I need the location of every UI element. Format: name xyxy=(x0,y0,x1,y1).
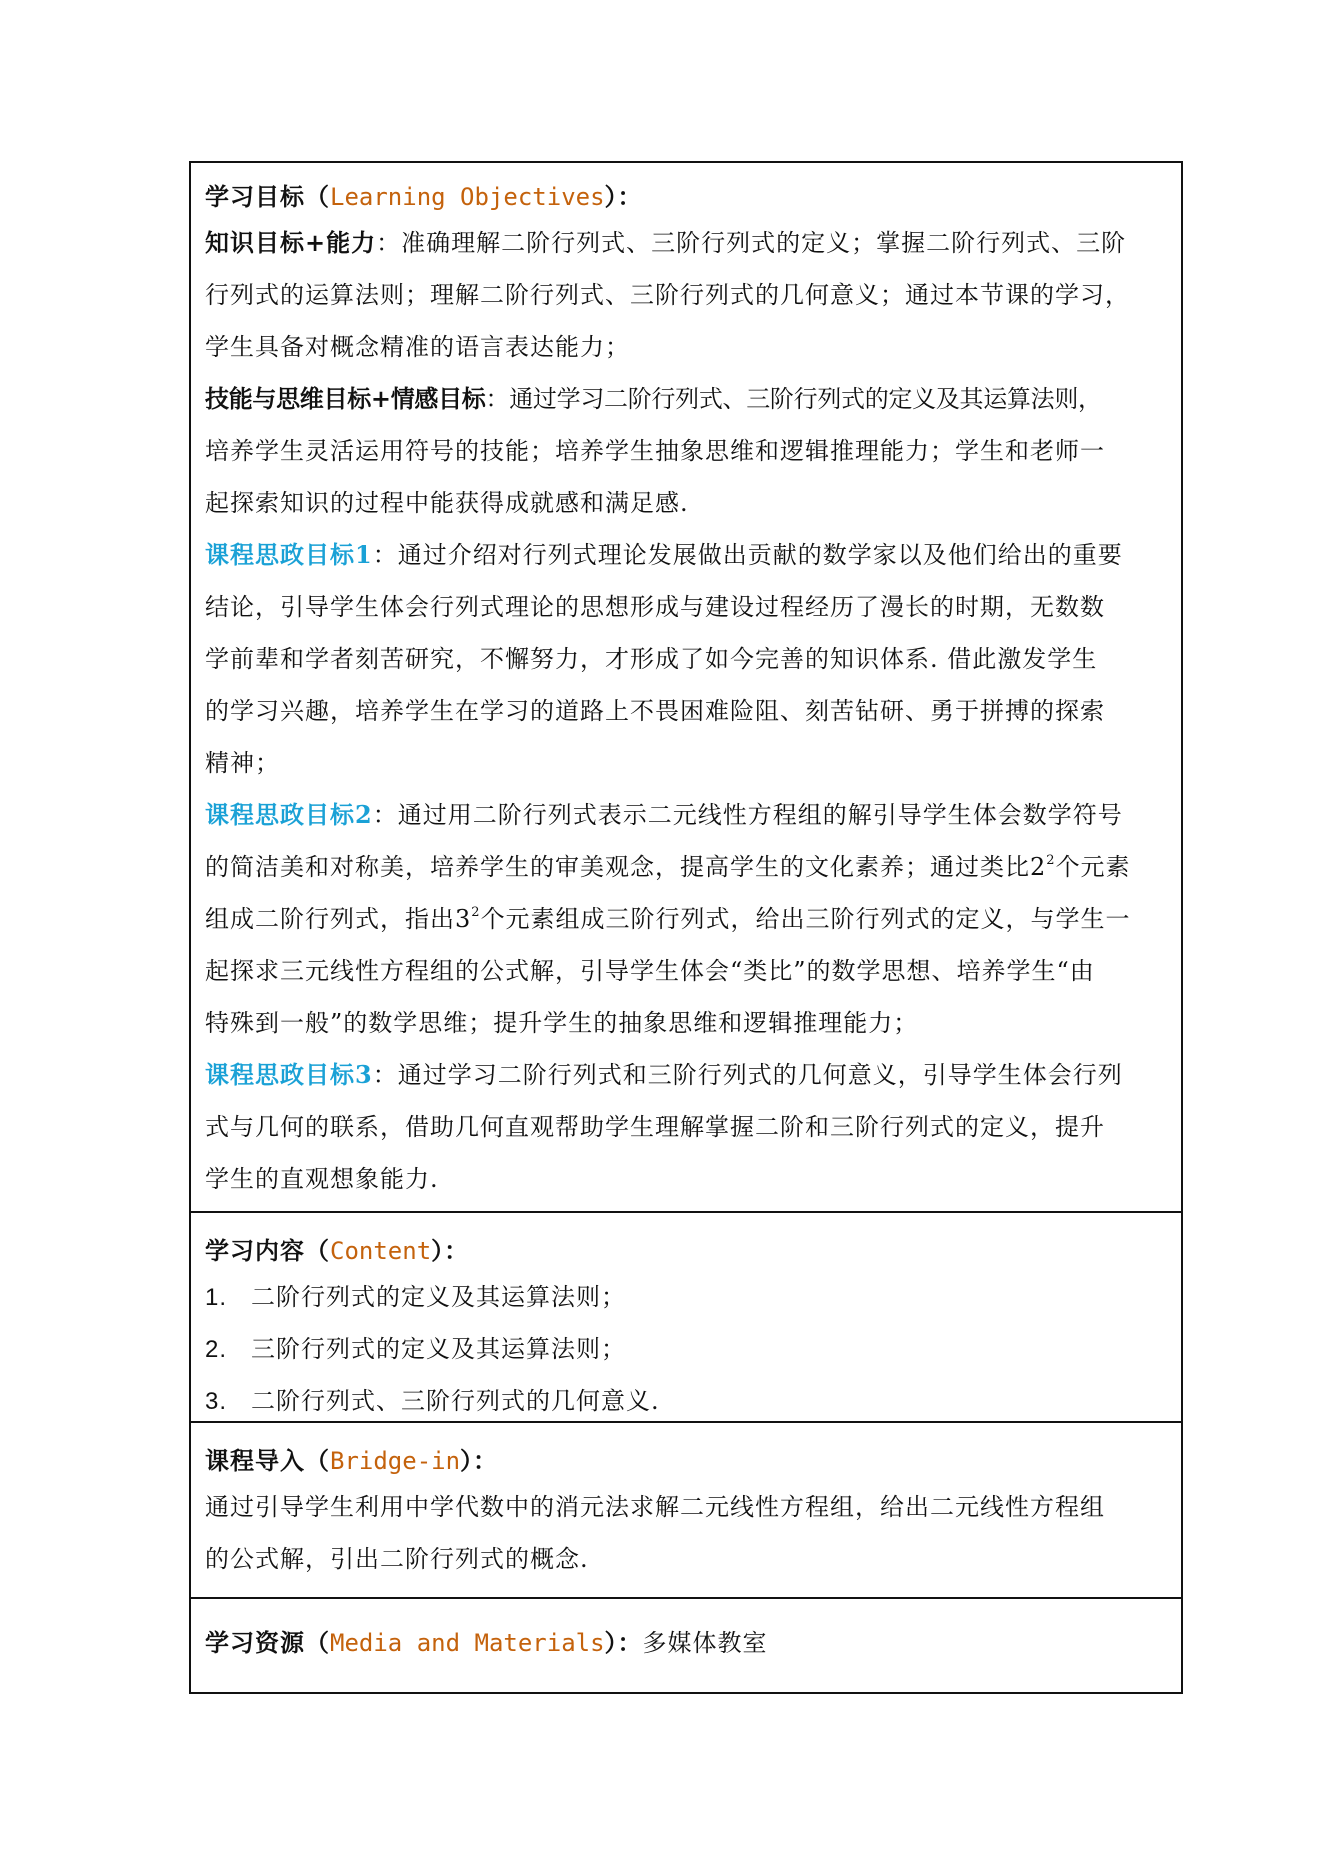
objectives-heading xyxy=(205,177,1167,217)
objectives-heading-zh: 学习目标 xyxy=(205,182,305,211)
superscript: 2 xyxy=(471,905,481,920)
objectives-heading-en: Learning Objectives xyxy=(330,183,605,211)
bridge-cell xyxy=(191,1423,1181,1599)
ideology3-line-1 xyxy=(205,1049,1167,1101)
skills-line-3: 起探索知识的过程中能获得成就感和满足感. xyxy=(205,489,689,517)
ideology3-label: 课程思政目标3 xyxy=(205,1060,373,1089)
heading-close-paren: ）： xyxy=(604,1628,643,1657)
ideology2-line-3-text: 组成二阶行列式，指出3 xyxy=(205,905,472,933)
ideology2-label: 课程思政目标2 xyxy=(205,800,373,829)
knowledge-text: ：准确理解二阶行列式、三阶行列式的定义；掌握二阶行列式、三阶 xyxy=(376,229,1127,257)
heading-close-paren: ）： xyxy=(460,1446,499,1475)
ideology1-line-3: 学前辈和学者刻苦研究，不懈努力，才形成了如今完善的知识体系. 借此激发学生 xyxy=(205,645,1098,673)
list-item xyxy=(205,1271,1167,1323)
resources-heading xyxy=(205,1623,1167,1663)
skills-label: 技能与思维目标+情感目标 xyxy=(205,384,486,413)
heading-open-paren: （ xyxy=(305,1628,330,1657)
resources-cell xyxy=(191,1599,1181,1692)
content-heading-zh: 学习内容 xyxy=(205,1236,305,1265)
ideology3-line-3: 学生的直观想象能力. xyxy=(205,1165,439,1193)
content-cell xyxy=(191,1213,1181,1423)
resources-heading-en: Media and Materials xyxy=(330,1629,605,1657)
skills-text: ：通过学习二阶行列式、三阶行列式的定义及其运算法则， xyxy=(485,385,1102,413)
list-item-text: 二阶行列式、三阶行列式的几何意义. xyxy=(251,1387,660,1415)
ideology2-line-3-tail: 个元素组成三阶行列式，给出三阶行列式的定义，与学生一 xyxy=(480,905,1131,933)
list-item-number: 3. xyxy=(205,1388,228,1415)
ideology1-line-4: 的学习兴趣，培养学生在学习的道路上不畏困难险阻、刻苦钻研、勇于拼搏的探索 xyxy=(205,697,1105,725)
ideology1-line-1 xyxy=(205,529,1167,581)
ideology2-line-2 xyxy=(205,841,1167,893)
ideology3-text: ：通过学习二阶行列式和三阶行列式的几何意义，引导学生体会行列 xyxy=(372,1061,1123,1089)
bridge-line-2: 的公式解，引出二阶行列式的概念. xyxy=(205,1545,589,1573)
list-item-text: 二阶行列式的定义及其运算法则； xyxy=(251,1283,626,1311)
ideology2-line-2-text: 的简洁美和对称美，培养学生的审美观念，提高学生的文化素养；通过类比2 xyxy=(205,853,1047,881)
resources-value: 多媒体教室 xyxy=(642,1629,768,1657)
ideology2-line-5: 特殊到一般”的数学思维；提升学生的抽象思维和逻辑推理能力； xyxy=(205,1009,919,1037)
lesson-plan-table xyxy=(189,161,1183,1694)
ideology1-line-5: 精神； xyxy=(205,749,280,777)
ideology1-line-2: 结论，引导学生体会行列式理论的思想形成与建设过程经历了漫长的时期，无数数 xyxy=(205,593,1105,621)
knowledge-line-2: 行列式的运算法则；理解二阶行列式、三阶行列式的几何意义；通过本节课的学习， xyxy=(205,281,1130,309)
heading-open-paren: （ xyxy=(305,1446,330,1475)
ideology3-line-2: 式与几何的联系，借助几何直观帮助学生理解掌握二阶和三阶行列式的定义，提升 xyxy=(205,1113,1105,1141)
list-item xyxy=(205,1375,1167,1427)
heading-open-paren: （ xyxy=(305,1236,330,1265)
resources-heading-zh: 学习资源 xyxy=(205,1628,305,1657)
heading-close-paren: ）： xyxy=(604,182,643,211)
ideology1-label: 课程思政目标1 xyxy=(205,540,373,569)
superscript: 2 xyxy=(1046,853,1056,868)
skills-line-2: 培养学生灵活运用符号的技能；培养学生抽象思维和逻辑推理能力；学生和老师一 xyxy=(205,437,1105,465)
ideology2-line-4: 起探求三元线性方程组的公式解，引导学生体会“类比”的数学思想、培养学生“由 xyxy=(205,957,1095,985)
heading-close-paren: ）： xyxy=(431,1236,470,1265)
content-heading-en: Content xyxy=(330,1237,432,1265)
heading-open-paren: （ xyxy=(305,182,330,211)
objectives-cell xyxy=(191,163,1181,1213)
knowledge-label: 知识目标+能力 xyxy=(205,228,377,257)
content-heading xyxy=(205,1231,1167,1271)
list-item xyxy=(205,1323,1167,1375)
bridge-heading-zh: 课程导入 xyxy=(205,1446,305,1475)
ideology2-line-1 xyxy=(205,789,1167,841)
knowledge-line-3: 学生具备对概念精准的语言表达能力； xyxy=(205,333,630,361)
skills-line-1 xyxy=(205,373,1167,425)
ideology2-text: ：通过用二阶行列式表示二元线性方程组的解引导学生体会数学符号 xyxy=(372,801,1123,829)
bridge-heading xyxy=(205,1441,1167,1481)
list-item-number: 2. xyxy=(205,1336,228,1363)
bridge-line-1: 通过引导学生利用中学代数中的消元法求解二元线性方程组，给出二元线性方程组 xyxy=(205,1493,1105,1521)
list-item-number: 1. xyxy=(205,1284,228,1311)
ideology2-line-2-tail: 个元素 xyxy=(1055,853,1131,881)
ideology2-line-3 xyxy=(205,893,1167,945)
list-item-text: 三阶行列式的定义及其运算法则； xyxy=(251,1335,626,1363)
knowledge-line-1 xyxy=(205,217,1167,269)
ideology1-text: ：通过介绍对行列式理论发展做出贡献的数学家以及他们给出的重要 xyxy=(372,541,1123,569)
bridge-heading-en: Bridge-in xyxy=(330,1447,461,1475)
